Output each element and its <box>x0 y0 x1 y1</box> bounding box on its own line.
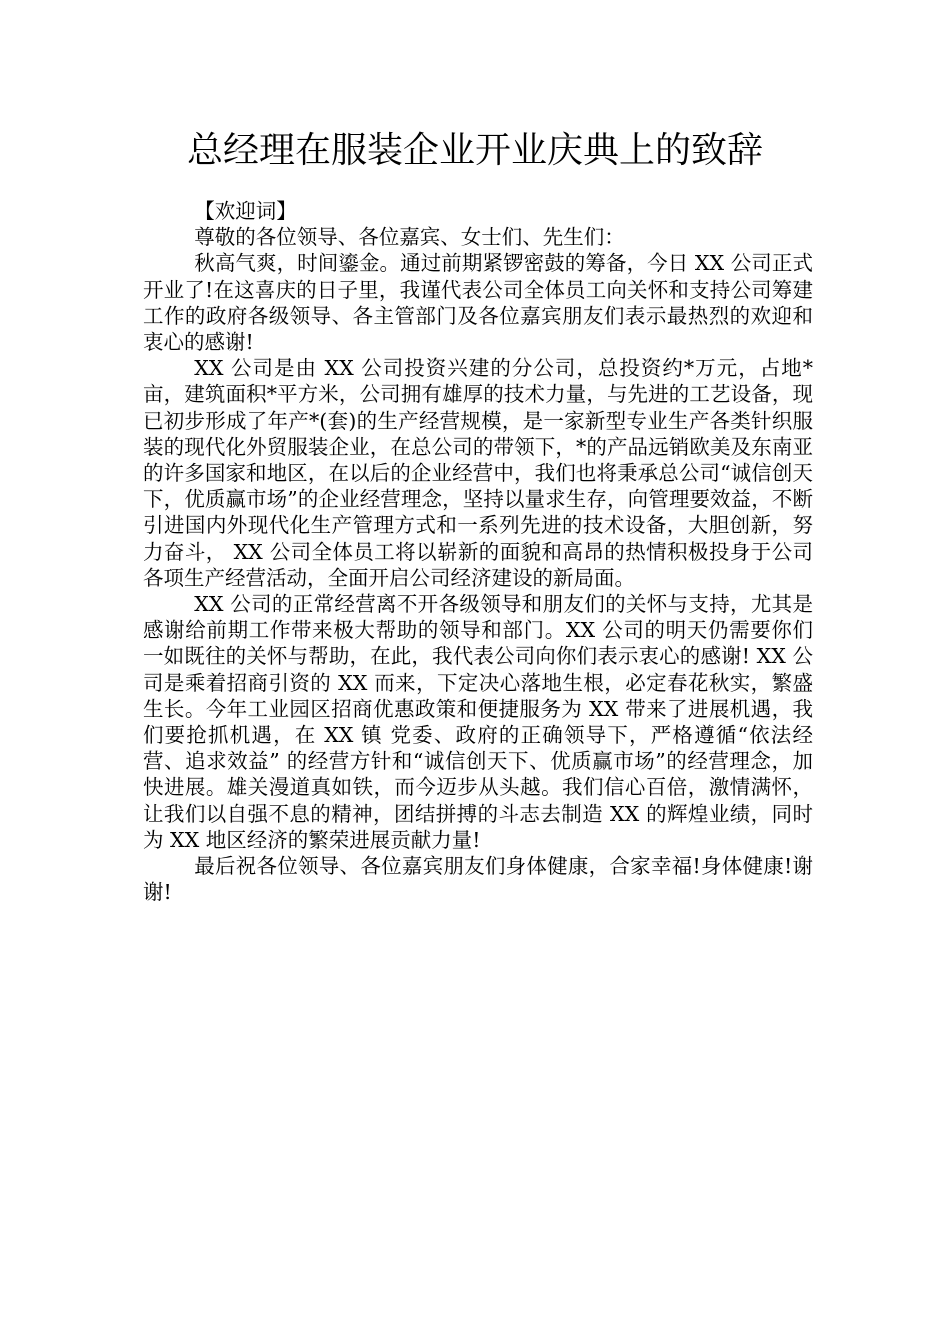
document-body <box>143 198 813 905</box>
salutation: 尊敬的各位领导、各位嘉宾、女士们、先生们： <box>194 225 625 250</box>
paragraph-opening: 秋高气爽，时间鎏金。通过前期紧锣密鼓的筹备，今日 XX 公司正式开业了!在这喜庆的日子里，我谨代表公司全体员工向关怀和支持公司筹建工作的政府各级领导、各主管部门及各位嘉宾朋友们表示最热烈的欢迎和衷心的感谢! <box>143 251 813 355</box>
paragraph-closing: 最后祝各位领导、各位嘉宾朋友们身体健康，合家幸福!身体健康!谢谢! <box>143 854 813 905</box>
section-label: 【欢迎词】 <box>194 199 297 223</box>
paragraph-company-intro: XX 公司是由 XX 公司投资兴建的分公司，总投资约*万元，占地*亩，建筑面积*平方米，公司拥有雄厚的技术力量，与先进的工艺设备，现已初步形成了年产*(套)的生产经营规模，是一家新型专业生产各类针织服装的现代化外贸服装企业，在总公司的带领下，*的产品远销欧美及东南亚的许多国家和地区，在以后的企业经营中，我们也将秉承总公司“诚信创天下，优质赢市场”的企业经营理念，坚持以量求生存，向管理要效益，不断引进国内外现代化生产管理方式和一系列先进的技术设备，大胆创新，努力奋斗， XX 公司全体员工将以崭新的面貌和高昂的热情积极投身于公司各项生产经营活动，全面开启公司经济建设的新局面。 <box>143 356 813 590</box>
paragraph-gratitude: XX 公司的正常经营离不开各级领导和朋友们的关怀与支持，尤其是感谢给前期工作带来极大帮助的领导和部门。XX 公司的明天仍需要你们一如既往的关怀与帮助，在此，我代表公司向你们表示衷心的感谢! XX 公司是乘着招商引资的 XX 而来，下定决心落地生根，必定春花秋实，繁盛生长。今年工业园区招商优惠政策和便捷服务为 XX 带来了进展机遇，我们要抢抓机遇，在 XX 镇 党委、政府的正确领导下，严格遵循“依法经营、追求效益” 的经营方针和“诚信创天下、优质赢市场”的经营理念，加快进展。雄关漫道真如铁，而今迈步从头越。我们信心百倍，激情满怀，让我们以自强不息的精神，团结拼搏的斗志去制造 XX 的辉煌业绩，同时为 XX 地区经济的繁荣进展贡献力量! <box>143 592 813 852</box>
document-title: 总经理在服装企业开业庆典上的致辞 <box>186 130 763 171</box>
